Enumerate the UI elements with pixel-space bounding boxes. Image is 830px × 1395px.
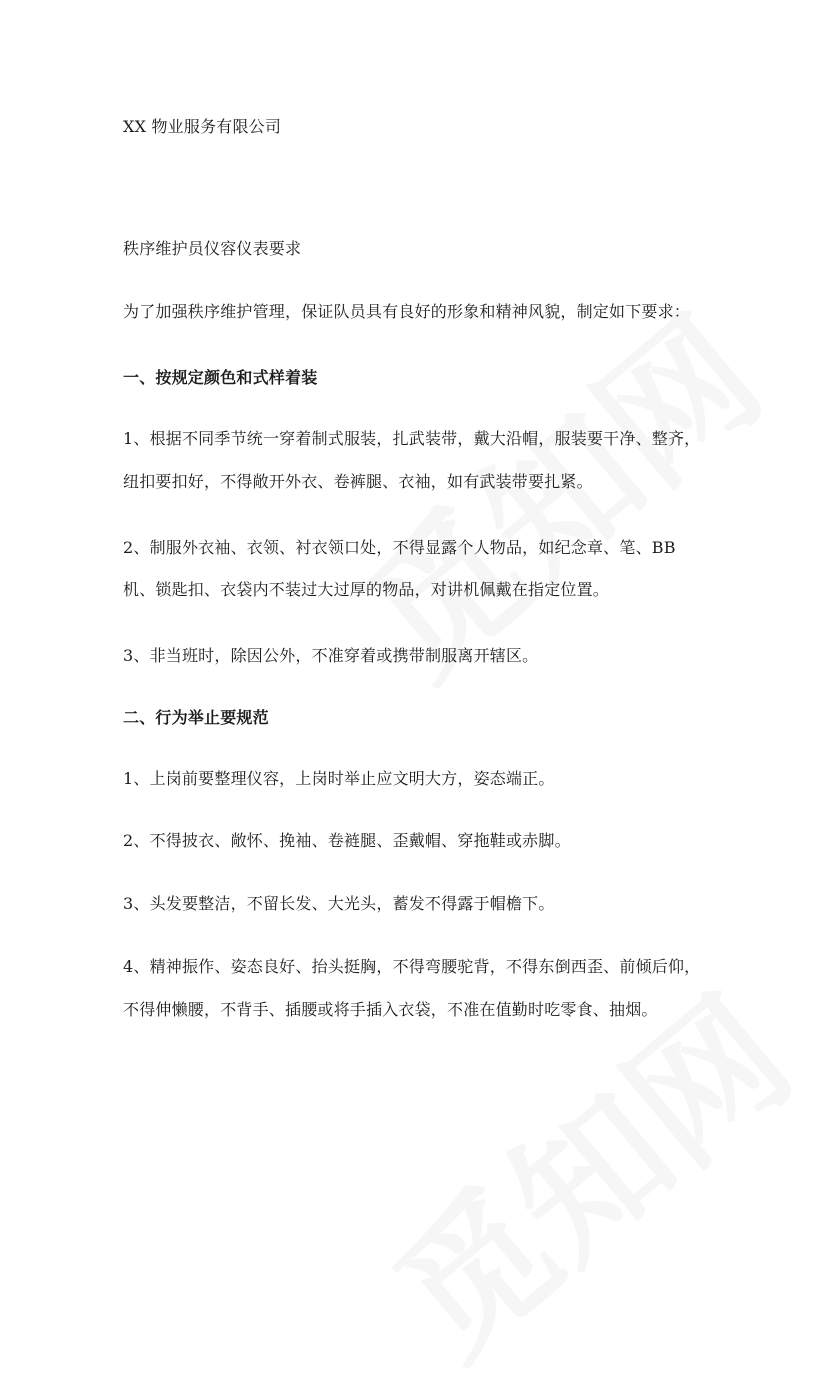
section-heading-behavior: 二、行为举止要规范 (123, 708, 269, 727)
paragraph-line: 3、非当班时，除因公外，不准穿着或携带制服离开辖区。 (123, 646, 539, 665)
section-heading-dress: 一、按规定颜色和式样着装 (123, 368, 318, 387)
paragraph-line: 2、不得披衣、敞怀、挽袖、卷裢腿、歪戴帽、穿拖鞋或赤脚。 (123, 831, 571, 850)
paragraph-line: 不得伸懒腰，不背手、插腰或将手插入衣袋，不准在值勤时吃零食、抽烟。 (123, 1000, 658, 1019)
paragraph-line: 机、锁匙扣、衣袋内不装过大过厚的物品，对讲机佩戴在指定位置。 (123, 580, 610, 599)
paragraph-line: 1、根据不同季节统一穿着制式服装，扎武装带，戴大沿帽，服装要干净、整齐， (123, 429, 701, 448)
paragraph-line: 2、制服外衣袖、衣领、衬衣领口处，不得显露个人物品，如纪念章、笔、BB (123, 538, 676, 557)
paragraph-line: 3、头发要整洁，不留长发、大光头，蓄发不得露于帽檐下。 (123, 894, 555, 913)
paragraph-line: 1、上岗前要整理仪容，上岗时举止应文明大方，姿态端正。 (123, 769, 555, 788)
document-title: 秩序维护员仪容仪表要求 (123, 239, 302, 258)
paragraph-line: 4、精神振作、姿态良好、抬头挺胸，不得弯腰驼背，不得东倒西歪、前倾后仰， (123, 957, 701, 976)
intro-paragraph: 为了加强秩序维护管理，保证队员具有良好的形象和精神风貌，制定如下要求： (123, 302, 691, 321)
company-name: XX 物业服务有限公司 (123, 117, 282, 136)
paragraph-line: 纽扣要扣好，不得敞开外衣、卷裤腿、衣袖，如有武装带要扎紧。 (123, 472, 593, 491)
